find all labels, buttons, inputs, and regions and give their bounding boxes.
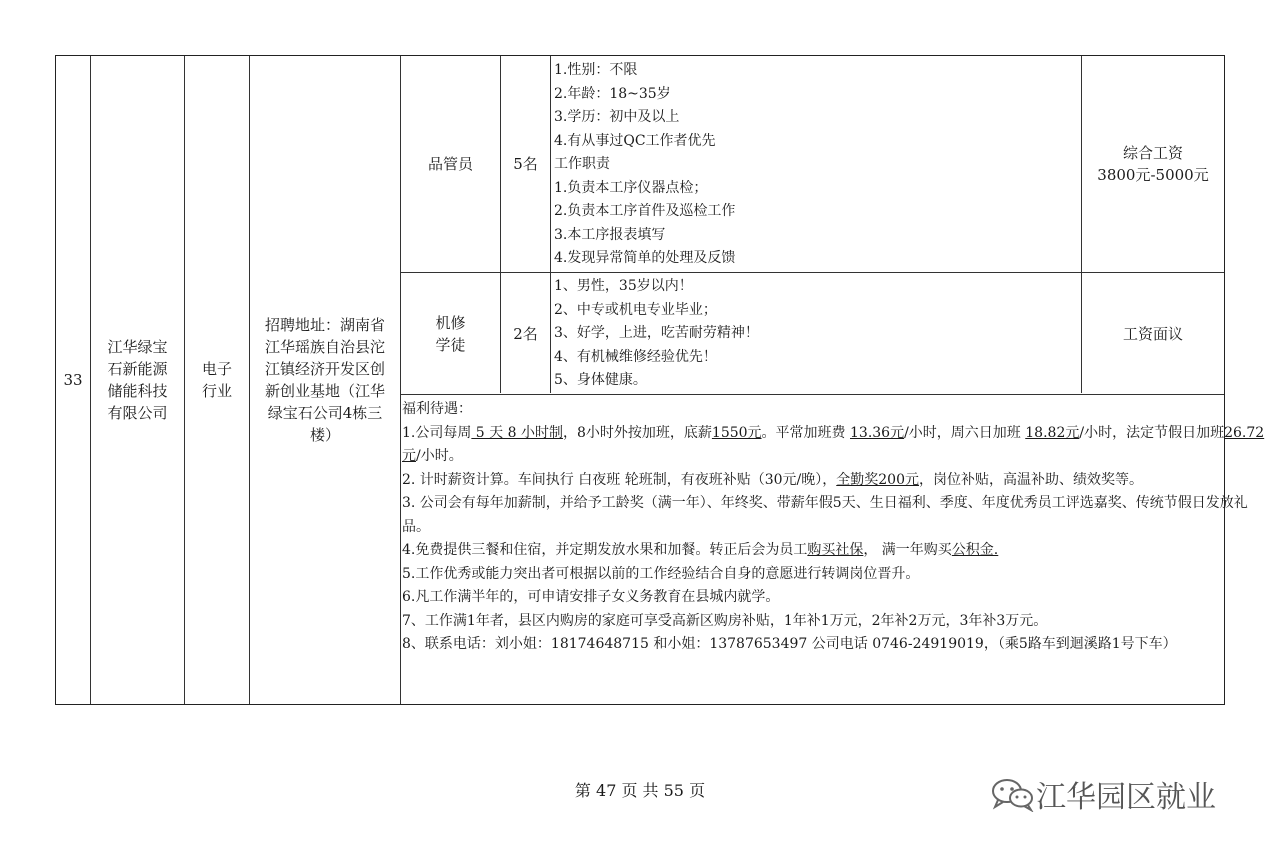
welfare-item: 8、联系电话：刘小姐：18174648715 和小姐：13787653497 公司电话 0746-24919019，（乘5路车到迴溪路1号下车） [402,636,1177,652]
position-count: 5名 [513,155,538,173]
position-requirements: 1.性别：不限 2.年龄：18~35岁 3.学历：初中及以上 4.有从事过QC工作者优先 工作职责 1.负责本工序仪器点检； 2.负责本工序首件及巡检工作 3.本工序报表填写 4.发现异常简单的处理及反馈 [554,62,736,266]
welfare-item: 5.工作优秀或能力突出者可根据以前的工作经验结合自身的意愿进行转调岗位晋升。 [402,565,920,582]
row-index: 33 [63,371,83,389]
welfare-item: 7、工作满1年者，县区内购房的家庭可享受高新区购房补贴，1年补1万元，2年补2万元，3年补3万元。 [402,612,1048,629]
welfare-item: 3. 公司会有每年加薪制，并给予工龄奖（满一年）、年终奖、带薪年假5天、生日福利、季度、年度优秀员工评选嘉奖、传统节假日发放礼品。 [402,495,1248,535]
position-salary: 综合工资 3800元-5000元 [1097,144,1209,184]
watermark [990,772,1216,816]
welfare-item: 2. 计时薪资计算。车间执行 白夜班 轮班制，有夜班补贴（30元/晚），全勤奖200元，岗位补贴，高温补助、绩效奖等。 [402,471,1143,488]
welfare-item: 4.免费提供三餐和住宿，并定期发放水果和加餐。转正后会为员工购买社保， 满一年购买公积金. [402,542,999,558]
wechat-icon [990,776,1036,812]
row-divider [400,394,1224,395]
position-title: 品管员 [427,155,473,173]
page-number: 第 47 页 共 55 页 [574,781,706,800]
watermark-text: 江华园区就业 [1036,780,1216,815]
recruit-address: 招聘地址：湖南省 江华瑶族自治县沱 江镇经济开发区创 新创业基地（江华 绿宝石公司4栋三 楼） [264,316,385,444]
company-name: 江华绿宝 石新能源 储能科技 有限公司 [107,338,168,422]
col-divider [550,56,551,393]
position-title: 机修 学徒 [435,313,466,354]
position-count: 2名 [513,324,538,343]
position-salary: 工资面议 [1122,324,1183,343]
industry: 电子 行业 [201,360,232,400]
welfare-item: 1.公司每周 5 天 8 小时制，8小时外按加班，底薪1550元。平常加班费 13.36元/小时，周六日加班 18.82元/小时，法定节假日加班26.72元/小时。 [402,424,1265,464]
welfare-item: 6.凡工作满半年的，可申请安排子女义务教育在县城内就学。 [402,589,780,605]
welfare-heading: 福利待遇： [402,401,472,417]
position-requirements: 1、男性，35岁以内！ 2、中专或机电专业毕业； 3、好学，上进，吃苦耐劳精神！ 4、有机械维修经验优先！ 5、身体健康。 [554,278,759,388]
welfare-section [402,398,1275,657]
